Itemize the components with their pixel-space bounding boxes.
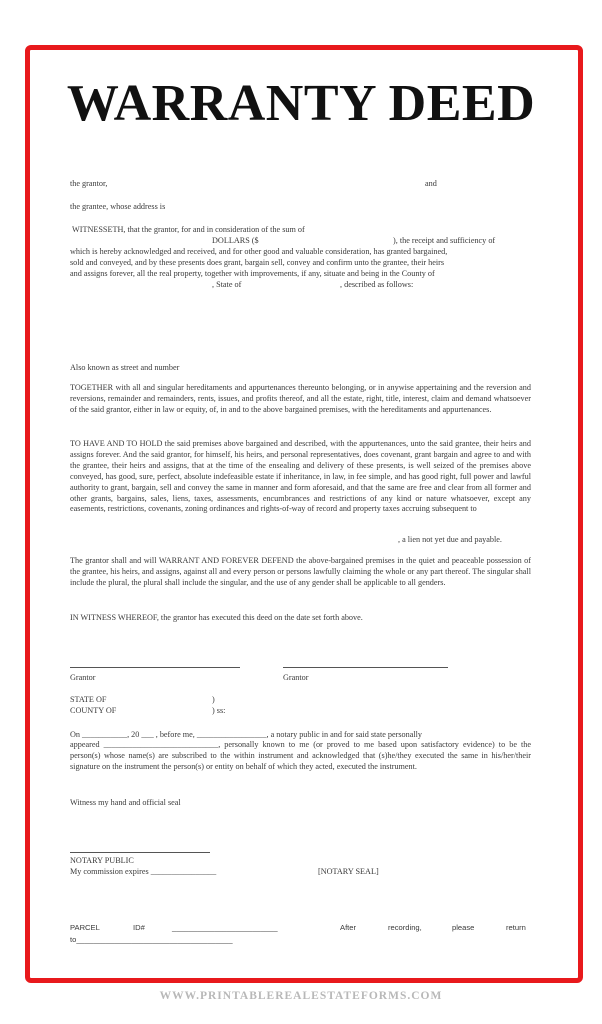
footer-watermark: WWW.PRINTABLEREALESTATEFORMS.COM <box>159 990 443 1002</box>
parcel-label: PARCEL <box>70 923 100 932</box>
grantor-signature-label: Grantor <box>283 673 309 682</box>
receipt-label: ), the receipt and sufficiency of <box>393 236 496 245</box>
please-label: please <box>452 923 475 932</box>
county-ss-label: ) ss: <box>212 706 226 715</box>
together-paragraph: TOGETHER with all and singular hereditaments and appurtenances thereunto belonging, or in anywise appertaining and the reversion and reversions, remainder and remainders, rents, issues, and profits thereof, and all the estate, right, title, interest, claim and demand whatsoever of the said grantor, either in law or equity, of, in and to the above bargained premises, with the hereditaments and appurtenances. <box>70 383 531 414</box>
parcel-id-field[interactable]: _________________________ <box>172 923 278 932</box>
witness-hand-label: Witness my hand and official seal <box>70 798 181 807</box>
commission-label: My commission expires ________________ <box>70 867 217 876</box>
also-known-label: Also known as street and number <box>70 363 180 372</box>
grantee-label: the grantee, whose address is <box>70 202 166 211</box>
witnesseth-line: which is hereby acknowledged and received, and for other good and valuable consideration, has granted bargained, <box>70 247 448 256</box>
grantor-signature-line[interactable] <box>283 667 448 668</box>
state-label: , State of <box>212 280 242 289</box>
in-witness-text: IN WITNESS WHEREOF, the grantor has executed this deed on the date set forth above. <box>70 613 363 622</box>
county-of-label: COUNTY OF <box>70 706 117 715</box>
notary-line: On ___________, 20 ___ , before me, _________________, a notary public in and for said state personally <box>70 730 422 739</box>
recording-label: recording, <box>388 923 422 932</box>
and-label: and <box>425 179 437 188</box>
state-paren: ) <box>212 695 215 704</box>
after-label: After <box>340 923 357 932</box>
return-label: return <box>506 923 526 932</box>
dollars-label: DOLLARS ($ <box>212 236 259 245</box>
witnesseth-line: and assigns forever, all the real property, together with improvements, if any, situate and being in the County of <box>70 269 435 278</box>
return-to-field[interactable]: to_____________________________________ <box>70 935 233 944</box>
warrant-paragraph: The grantor shall and will WARRANT AND FOREVER DEFEND the above-bargained premises in the quiet and peaceable possession of the grantee, his heirs, and assigns, against all and every person or persons lawfully claiming the whole or any part thereof. The singular shall include the plural, the plural shall include the singular, and the use of any gender shall be applicable to all genders. <box>70 556 531 587</box>
described-label: , described as follows: <box>340 280 414 289</box>
lien-not-due: , a lien not yet due and payable. <box>398 535 502 544</box>
state-of-label: STATE OF <box>70 695 107 704</box>
to-have-paragraph: TO HAVE AND TO HOLD the said premises above bargained and described, with the appurtenances, unto the said grantee, their heirs and assigns forever. And the said grantor, for himself, his heirs, and personal representatives, does covenant, grant bargain and agree to and with the grantee, their heirs and assigns, that at the time of the ensealing and delivery of these presents, is well seized of the premises above conveyed, has good, sure, perfect, absolute indefeasible estate if inheritance, in law, in fee simple, and has good right, full power and lawful authority to grant, bargain, sell and convey the same in manner and form aforesaid, and that the same are free and clear from all former and other grants, bargains, sales, liens, taxes, assessments, encumbrances and restrictions of any kind or nature whatsoever, except any easements, restrictions, covenants, zoning ordinances and rights-of-way of record and property taxes accruing subsequent to <box>70 439 531 514</box>
notary-seal-label: [NOTARY SEAL] <box>318 867 379 876</box>
witnesseth-line: WITNESSETH, that the grantor, for and in consideration of the sum of <box>72 225 305 234</box>
parcel-id-label: ID# <box>133 923 145 932</box>
document-title: WARRANTY DEED <box>66 75 536 132</box>
notary-signature-line[interactable] <box>70 852 210 853</box>
grantor-signature-line[interactable] <box>70 667 240 668</box>
grantor-signature-label: Grantor <box>70 673 96 682</box>
notary-paragraph: appeared ____________________________, personally known to me (or proved to me based upon satisfactory evidence) to be the person(s) whose name(s) are subscribed to the within instrument and acknowledged that (s)he/they executed the same in his/her/their signature on the instrument the person(s) or entity on behalf of which they acted, executed the instrument. <box>70 740 531 771</box>
notary-public-label: NOTARY PUBLIC <box>70 856 134 865</box>
grantor-label: the grantor, <box>70 179 108 188</box>
witnesseth-line: sold and conveyed, and by these presents does grant, bargain sell, convey and confirm unto the grantee, their heirs <box>70 258 445 267</box>
